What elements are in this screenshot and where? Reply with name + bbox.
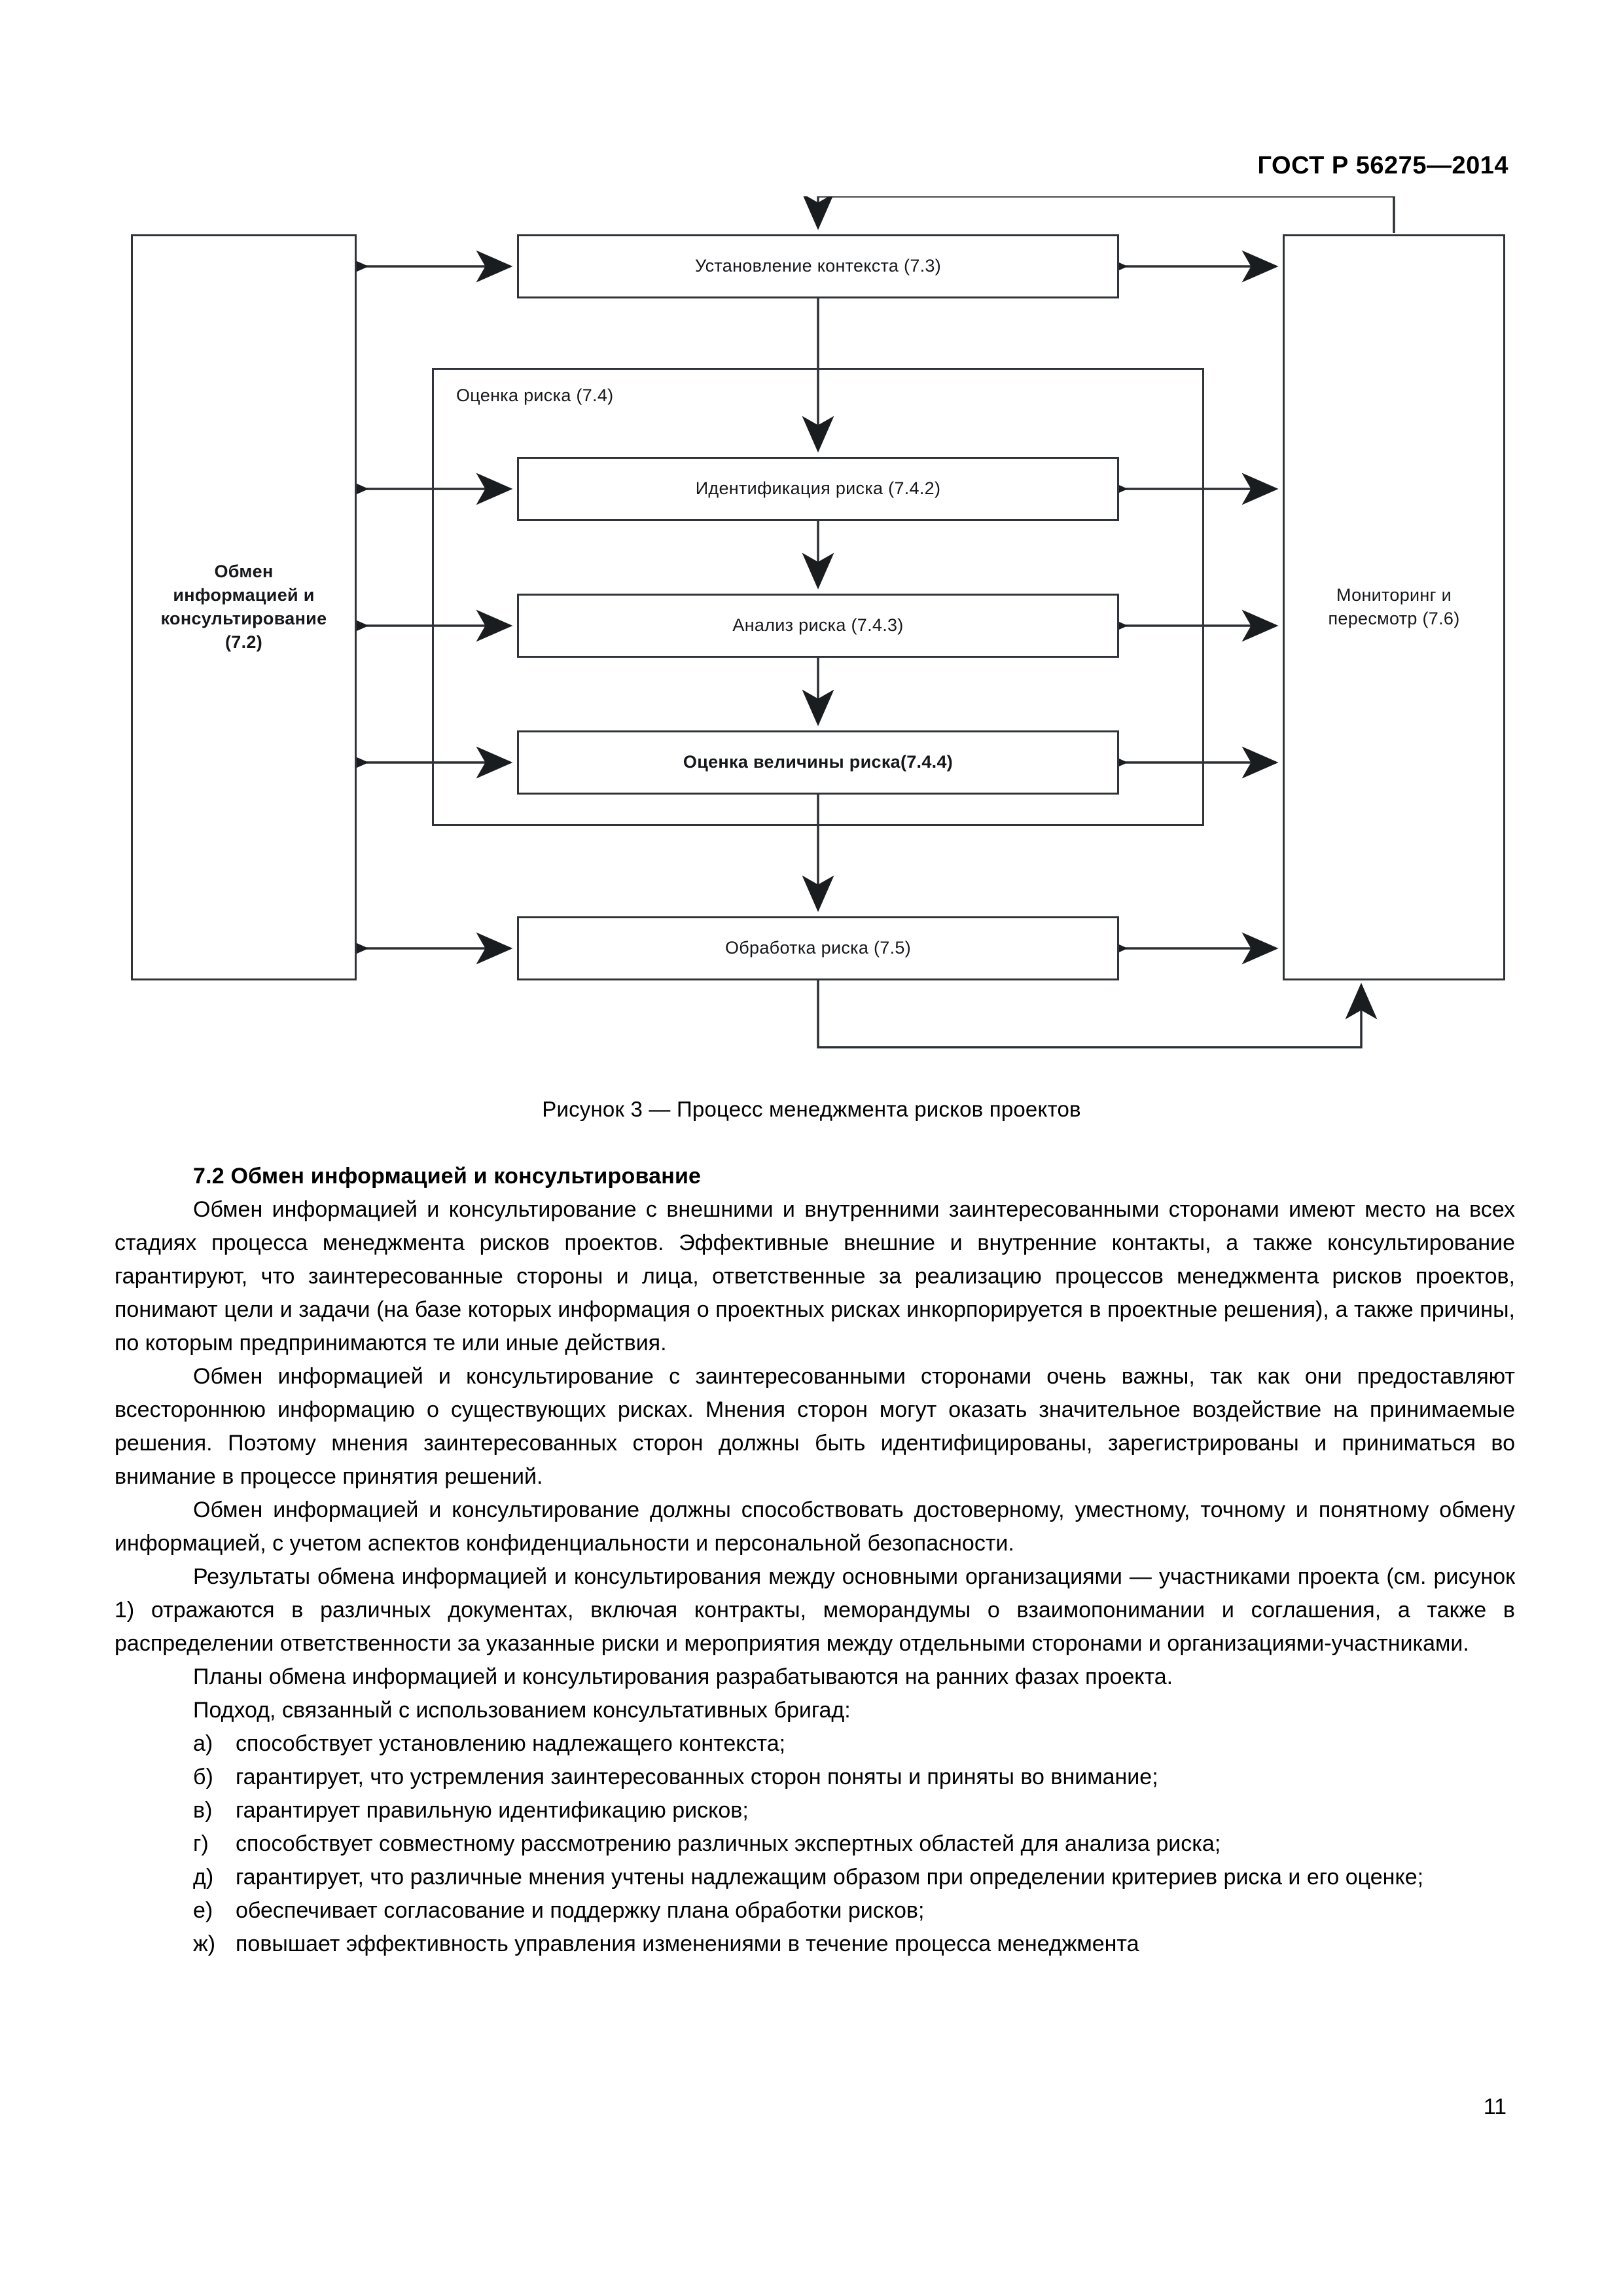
diagram-box-communication-line-3: консультирование (160, 609, 327, 628)
list-item-text: гарантирует, что различные мнения учтены надлежащим образом при определении критериев риска и его оценке; (236, 1865, 1424, 1890)
figure-caption: Рисунок 3 — Процесс менеджмента рисков проектов (542, 1097, 1081, 1121)
section-heading: 7.2 Обмен информацией и консультирование (193, 1164, 702, 1189)
list-item (115, 1861, 1515, 1894)
list-item (115, 1894, 1515, 1928)
diagram-box-risk-analysis-label: Анализ риска (7.4.3) (732, 615, 904, 636)
diagram-box-risk-evaluation (517, 730, 1119, 795)
diagram-group-risk-assessment-label: Оценка риска (7.4) (456, 386, 614, 405)
process-diagram (131, 196, 1505, 1060)
diagram-box-monitoring (1283, 234, 1505, 980)
list-item-marker: б) (193, 1765, 213, 1789)
page-number: 11 (1483, 2094, 1507, 2119)
diagram-box-risk-identification (517, 457, 1119, 521)
list-item-text: способствует установлению надлежащего контекста; (236, 1731, 786, 1756)
approach-list (115, 1727, 1515, 1961)
diagram-box-communication-line-4: (7.2) (224, 632, 263, 652)
list-item-text: гарантирует правильную идентификацию рисков; (236, 1798, 749, 1823)
list-item-marker: д) (193, 1865, 214, 1890)
diagram-box-risk-evaluation-label: Оценка величины риска(7.4.4) (683, 752, 954, 772)
paragraph-1: Обмен информацией и консультирование с внешними и внутренними заинтересованными сторонами имеют место на всех стадиях процесса менеджмента рисков проектов. Эффективные внешние и внутренние контакты, а также консультирование гарантируют, что заинтересованные стороны и лица, ответственные за реализацию процессов менеджмента рисков проектов, понимают цели и задачи (на базе которых информация о проектных рисках инкорпорируется в проектные решения), а также причины, по которым предпринимаются те или иные действия. (115, 1197, 1515, 1355)
diagram-box-context-establishment (517, 234, 1119, 298)
diagram-box-communication-line-1: Обмен (214, 562, 274, 582)
diagram-box-risk-analysis (517, 594, 1119, 658)
diagram-box-communication-line-2: информацией и (173, 585, 315, 605)
diagram-box-monitoring-line-2: пересмотр (7.6) (1328, 609, 1460, 628)
diagram-box-communication (131, 234, 357, 980)
list-item-marker: а) (193, 1731, 213, 1756)
list-item (115, 1928, 1515, 1961)
list-item-marker: в) (193, 1798, 213, 1823)
list-item (115, 1727, 1515, 1761)
diagram-box-risk-treatment (517, 916, 1119, 980)
diagram-box-risk-treatment-label: Обработка риска (7.5) (724, 938, 911, 958)
list-item (115, 1827, 1515, 1861)
diagram-box-context-establishment-label: Установление контекста (7.3) (694, 256, 942, 276)
list-item (115, 1794, 1515, 1827)
section-body (115, 1160, 1515, 1961)
list-item-text: повышает эффективность управления изменениями в течение процесса менеджмента (236, 1931, 1139, 1956)
list-item-text: обеспечивает согласование и поддержку плана обработки рисков; (236, 1898, 925, 1923)
paragraph-6: Подход, связанный с использованием консультативных бригад: (193, 1698, 851, 1723)
paragraph-4: Результаты обмена информацией и консультирования между основными организациями — участниками проекта (см. рисунок 1) отражаются в различных документах, включая контракты, меморандумы о взаимопонимании и соглашения, а также в распределении ответственности за указанные риски и мероприятия между отдельными сторонами и организациями-участниками. (115, 1564, 1515, 1656)
list-item-marker: г) (193, 1831, 209, 1856)
diagram-box-monitoring-line-1: Мониторинг и (1336, 585, 1452, 605)
paragraph-3: Обмен информацией и консультирование должны способствовать достоверному, уместному, точному и понятному обмену информацией, с учетом аспектов конфиденциальности и персональной безопасности. (115, 1498, 1515, 1556)
paragraph-5: Планы обмена информацией и консультирования разрабатываются на ранних фазах проекта. (193, 1664, 1173, 1689)
paragraph-2: Обмен информацией и консультирование с заинтересованными сторонами очень важны, так как они предоставляют всестороннюю информацию о существующих рисках. Мнения сторон могут оказать значительное воздействие на принимаемые решения. Поэтому мнения заинтересованных сторон должны быть идентифицированы, зарегистрированы и приниматься во внимание в процессе принятия решений. (115, 1364, 1515, 1489)
list-item (115, 1761, 1515, 1794)
list-item-marker: е) (193, 1898, 213, 1923)
diagram-box-risk-identification-label: Идентификация риска (7.4.2) (695, 478, 941, 499)
list-item-marker: ж) (193, 1931, 216, 1956)
list-item-text: гарантирует, что устремления заинтересованных сторон поняты и приняты во внимание; (236, 1765, 1158, 1789)
document-standard-header: ГОСТ Р 56275—2014 (1257, 152, 1508, 179)
list-item-text: способствует совместному рассмотрению различных экспертных областей для анализа риска; (236, 1831, 1221, 1856)
